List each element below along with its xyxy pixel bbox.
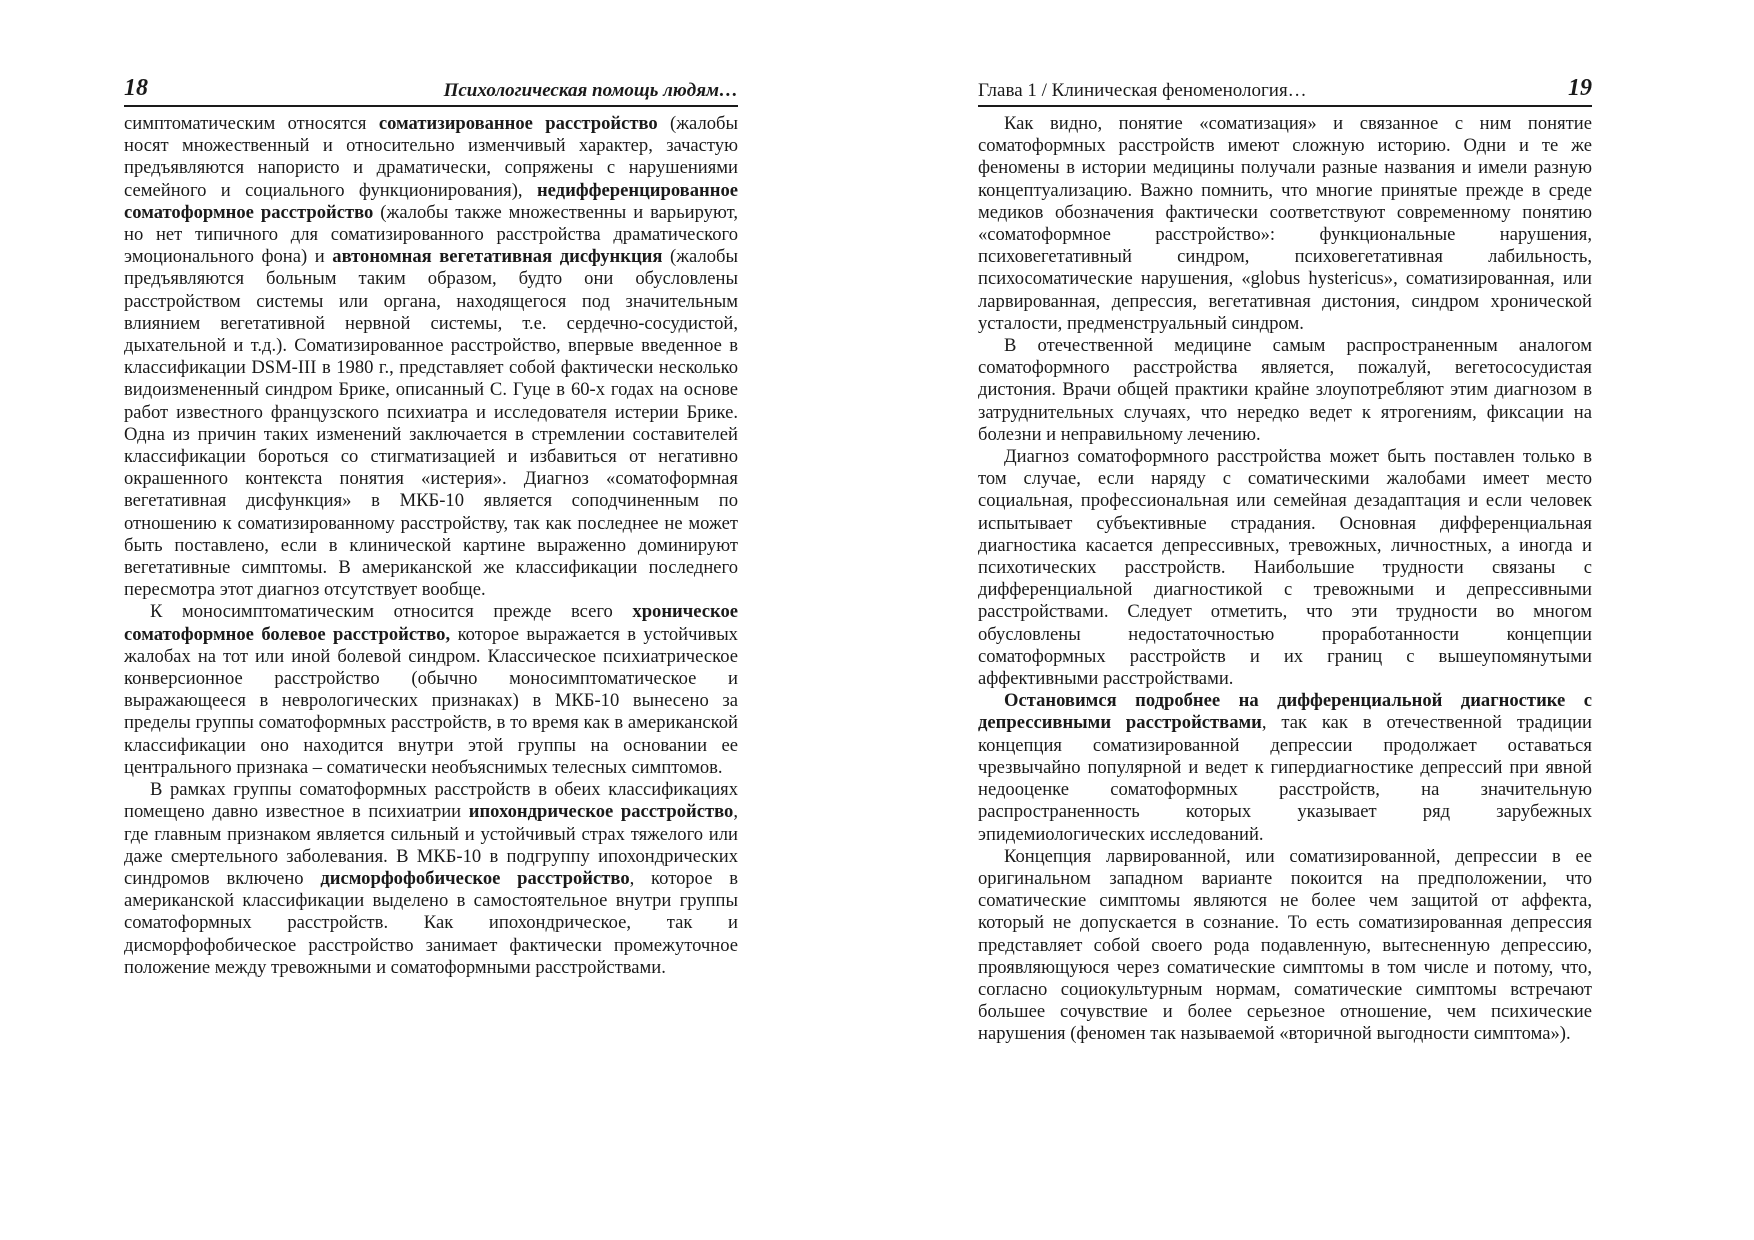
left-page-header xyxy=(124,72,738,107)
bold-term: ипохондрическое расстройство xyxy=(468,801,734,823)
running-title: Психологическая помощь людям… xyxy=(443,80,738,101)
paragraph xyxy=(124,113,738,601)
text-run: , где главным признаком является сильный и устойчивый страх тяжелого или даже смертельного заболевания. В МКБ-10 в подгруппу ипохондрических синдромов включено xyxy=(124,801,738,889)
bold-term: автономная вегетативная дисфункция xyxy=(332,246,663,268)
paragraph xyxy=(978,113,1592,335)
text-run: (жалобы носят множественный и относительно изменчивый характер, зачастую предъявляются напористо и драматически, сопряжены с нарушениями семейного и социального функционирования), xyxy=(124,113,739,201)
text-run: В рамках группы соматоформных расстройств в обеих классификациях помещено давно известное в психиатрии xyxy=(124,779,738,823)
right-page xyxy=(978,72,1592,1046)
page-number: 19 xyxy=(1568,75,1592,101)
text-run: (жалобы предъявляются больным таким образом, будто они обусловлены расстройством системы или органа, находящегося под значительным влиянием вегетативной нервной системы, т.е. сердечно-сосудистой, дыхательной и т.д.). Соматизированное расстройство, впервые введенное в классификации DSM-III в 1980 г., представляет собой фактически несколько видоизмененный синдром Брике, описанный С. Гуце в 60-х годах на основе работ известного французского психиатра и исследователя истерии Брике. Одна из причин таких изменений заключается в стремлении составителей классификации бороться со стигматизацией и избавиться от негативно окрашенного контекста понятия «истерия». Диагноз «соматоформная вегетативная дисфункция» в МКБ-10 является соподчиненным по отношению к соматизированному расстройству, так как последнее не может быть поставлено, если в клинической картине выраженно доминируют вегетативные симптомы. В американской же классификации последнего пересмотра этот диагноз отсутствует вообще. xyxy=(124,246,738,601)
paragraph xyxy=(978,446,1592,690)
text-run: , которое в американской классификации выделено в самостоятельное внутри группы соматоформных расстройств. Как ипохондрическое, так и дисморфофобическое расстройство занимает фактически промежуточное положение между тревожными и соматоформными расстройствами. xyxy=(124,867,738,978)
text-run: симптоматическим относятся xyxy=(124,113,379,134)
text-run: Диагноз соматоформного расстройства может быть поставлен только в том случае, если наряду с соматическими жалобами имеет место социальная, профессиональная или семейная дезадаптация и если человек испытывает субъективные страдания. Основная дифференциальная диагностика касается депрессивных, тревожных, личностных, а иногда и психотических расстройств. Наибольшие трудности связаны с дифференциальной диагностикой с тревожными и депрессивными расстройствами. Следует отметить, что эти трудности во многом обусловлены недостаточностью проработанности концепции соматоформных расстройств и их границ с вышеупомянутыми аффективными расстройствами. xyxy=(978,446,1592,690)
bold-term: хроническое соматоформное болевое расстройство, xyxy=(124,601,738,645)
text-run: (жалобы также множественны и варьируют, но нет типичного для соматизированного расстройства драматического эмоционального фона) и xyxy=(124,201,739,268)
left-page xyxy=(124,72,738,979)
paragraph xyxy=(978,846,1592,1046)
paragraph xyxy=(978,335,1592,446)
bold-term: Остановимся подробнее на дифференциальной диагностике с депрессивными расстройствами xyxy=(978,690,1592,734)
paragraph xyxy=(978,690,1592,845)
text-run: В отечественной медицине самым распространенным аналогом соматоформного расстройства является, пожалуй, вегетососудистая дистония. Врачи общей практики крайне злоупотребляют этим диагнозом в затруднительных случаях, что нередко ведет к ятрогениям, фиксации на болезни и неправильному лечению. xyxy=(978,335,1592,445)
bold-term: недифференцированное соматоформное расстройство xyxy=(124,179,738,223)
text-run: которое выражается в устойчивых жалобах на тот или иной болевой синдром. Классическое психиатрическое конверсионное расстройство (обычно моносимптоматическое и выражающееся в неврологических признаках) в МКБ-10 вынесено за пределы группы соматоформных расстройств, в то время как в американской классификации оно находится внутри этой группы на основании ее центрального признака – соматически необъяснимых телесных симптомов. xyxy=(124,623,738,778)
bold-term: соматизированное расстройство xyxy=(378,113,658,134)
page-number: 18 xyxy=(124,75,148,101)
left-page-body xyxy=(124,113,738,979)
running-title: Глава 1 / Клиническая феноменология… xyxy=(978,80,1307,101)
paragraph xyxy=(124,601,738,779)
paragraph xyxy=(124,779,738,979)
text-run: Как видно, понятие «соматизация» и связанное с ним понятие соматоформных расстройств имеют сложную историю. Одни и те же феномены в истории медицины получали разные названия и имели разную концептуализацию. Важно помнить, что многие принятые прежде в среде медиков обозначения фактически соответствуют современному понятию «соматоформное расстройство»: функциональные нарушения, психовегетативный синдром, психовегетативная лабильность, психосоматические нарушения, «globus hystericus», соматизированная, или ларвированная, депрессия, вегетативная дистония, синдром хронической усталости, предменструальный синдром. xyxy=(978,113,1592,334)
bold-term: дисморфофобическое расстройство xyxy=(320,867,630,889)
text-run: , так как в отечественной традиции концепция соматизированной депрессии продолжает оставаться чрезвычайно популярной и ведет к гипердиагностике депрессий при явной недооценке соматоформных расстройств, на значительную распространенность которых указывает ряд зарубежных эпидемиологических исследований. xyxy=(978,712,1592,845)
text-run: К моносимптоматическим относится прежде всего xyxy=(150,601,633,623)
text-run: Концепция ларвированной, или соматизированной, депрессии в ее оригинальном западном варианте покоится на предположении, что соматические симптомы являются не более чем защитой от аффекта, который не допускается в сознание. То есть соматизированная депрессия представляет собой своего рода подавленную, вытесненную депрессию, проявляющуюся через соматические симптомы в том числе и потому, что, согласно социокультурным нормам, соматические симптомы встречают большее сочувствие и более серьезное отношение, чем психические нарушения (феномен так называемой «вторичной выгодности симптома»). xyxy=(978,845,1592,1045)
right-page-header xyxy=(978,72,1592,107)
right-page-body xyxy=(978,113,1592,1046)
